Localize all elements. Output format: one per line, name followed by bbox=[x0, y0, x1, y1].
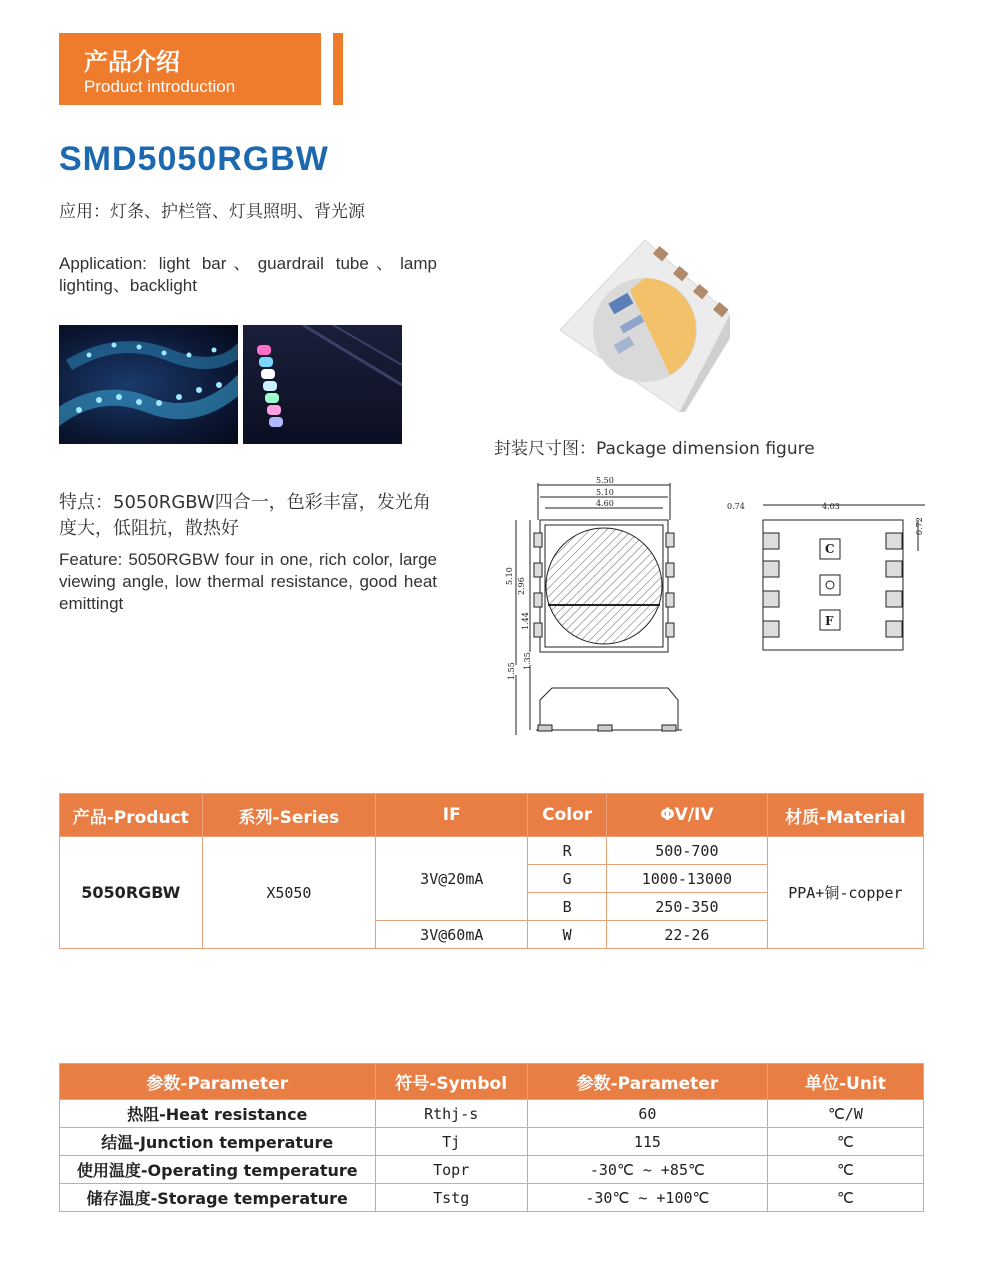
table-row bbox=[60, 1100, 924, 1128]
color-cell: R bbox=[528, 837, 607, 865]
section-title-cn: 产品介绍 bbox=[84, 48, 180, 76]
luminous-cell: 500-700 bbox=[606, 837, 767, 865]
pin-f-label: F bbox=[825, 614, 834, 628]
luminous-cell: 22-26 bbox=[606, 921, 767, 949]
param-unit: ℃ bbox=[767, 1184, 923, 1212]
dim-1-35: 1.35 bbox=[523, 652, 532, 670]
dim-4-03: 4.03 bbox=[822, 502, 840, 511]
param-name: 热阻-Heat resistance bbox=[60, 1100, 376, 1128]
header-value: 参数-Parameter bbox=[527, 1064, 767, 1100]
if-w-cell: 3V@60mA bbox=[376, 921, 528, 949]
guardrail-tube-photo bbox=[243, 325, 402, 444]
header-accent-bar bbox=[333, 33, 343, 105]
header-if: IF bbox=[376, 794, 528, 837]
dim-0-74: 0.74 bbox=[727, 502, 745, 511]
feature-en: Feature: 5050RGBW four in one, rich color, large viewing angle, low thermal resistance, good heat emittingt bbox=[59, 550, 437, 613]
package-caption: 封装尺寸图：Package dimension figure bbox=[494, 439, 815, 459]
application-cn: 应用：灯条、护栏管、灯具照明、背光源 bbox=[59, 202, 365, 222]
param-value: 115 bbox=[527, 1128, 767, 1156]
param-value: -30℃ ~ +85℃ bbox=[527, 1156, 767, 1184]
material-cell: PPA+铜-copper bbox=[767, 837, 923, 949]
series-cell: X5050 bbox=[202, 837, 376, 949]
header-parameter: 参数-Parameter bbox=[60, 1064, 376, 1100]
product-cell: 5050RGBW bbox=[60, 837, 203, 949]
dim-5-10-top: 5.10 bbox=[596, 488, 614, 497]
application-en: Application: light bar、guardrail tube、lamp lighting、backlight bbox=[59, 254, 437, 295]
if-rgb-cell: 3V@20mA bbox=[376, 837, 528, 921]
header-product: 产品-Product bbox=[60, 794, 203, 837]
color-cell: B bbox=[528, 893, 607, 921]
header-material: 材质-Material bbox=[767, 794, 923, 837]
led-strip-photo bbox=[59, 325, 238, 444]
param-name: 储存温度-Storage temperature bbox=[60, 1184, 376, 1212]
param-value: -30℃ ~ +100℃ bbox=[527, 1184, 767, 1212]
param-name: 结温-Junction temperature bbox=[60, 1128, 376, 1156]
parameter-table bbox=[59, 1063, 924, 1212]
led-package-image bbox=[560, 240, 730, 412]
section-title-en: Product introduction bbox=[84, 77, 236, 96]
dim-5-10-side: 5.10 bbox=[505, 567, 514, 585]
dim-5-50: 5.50 bbox=[596, 476, 614, 485]
package-dimension-drawing bbox=[500, 475, 940, 740]
param-unit: ℃ bbox=[767, 1128, 923, 1156]
spec-table bbox=[59, 793, 924, 949]
param-value: 60 bbox=[527, 1100, 767, 1128]
param-symbol: Topr bbox=[375, 1156, 527, 1184]
param-symbol: Rthj-s bbox=[375, 1100, 527, 1128]
product-title: SMD5050RGBW bbox=[59, 140, 329, 178]
table-row bbox=[60, 1184, 924, 1212]
luminous-cell: 250-350 bbox=[606, 893, 767, 921]
param-unit: ℃/W bbox=[767, 1100, 923, 1128]
table-row bbox=[60, 1156, 924, 1184]
pin-c-label: C bbox=[825, 542, 835, 556]
header-color: Color bbox=[528, 794, 607, 837]
param-name: 使用温度-Operating temperature bbox=[60, 1156, 376, 1184]
param-symbol: Tj bbox=[375, 1128, 527, 1156]
color-cell: G bbox=[528, 865, 607, 893]
feature-cn: 特点：5050RGBW四合一，色彩丰富，发光角度大，低阻抗，散热好 bbox=[59, 492, 431, 539]
header-unit: 单位-Unit bbox=[767, 1064, 923, 1100]
luminous-cell: 1000-13000 bbox=[606, 865, 767, 893]
header-luminous: ΦV/IV bbox=[606, 794, 767, 837]
param-unit: ℃ bbox=[767, 1156, 923, 1184]
dim-1-44: 1.44 bbox=[521, 612, 530, 630]
color-cell: W bbox=[528, 921, 607, 949]
param-symbol: Tstg bbox=[375, 1184, 527, 1212]
dim-1-55: 1.55 bbox=[507, 662, 516, 680]
dim-2-96: 2.96 bbox=[517, 577, 526, 595]
table-row bbox=[60, 1128, 924, 1156]
dim-4-60: 4.60 bbox=[596, 499, 614, 508]
dim-0-72: 0.72 bbox=[915, 517, 924, 535]
header-series: 系列-Series bbox=[202, 794, 376, 837]
header-symbol: 符号-Symbol bbox=[375, 1064, 527, 1100]
